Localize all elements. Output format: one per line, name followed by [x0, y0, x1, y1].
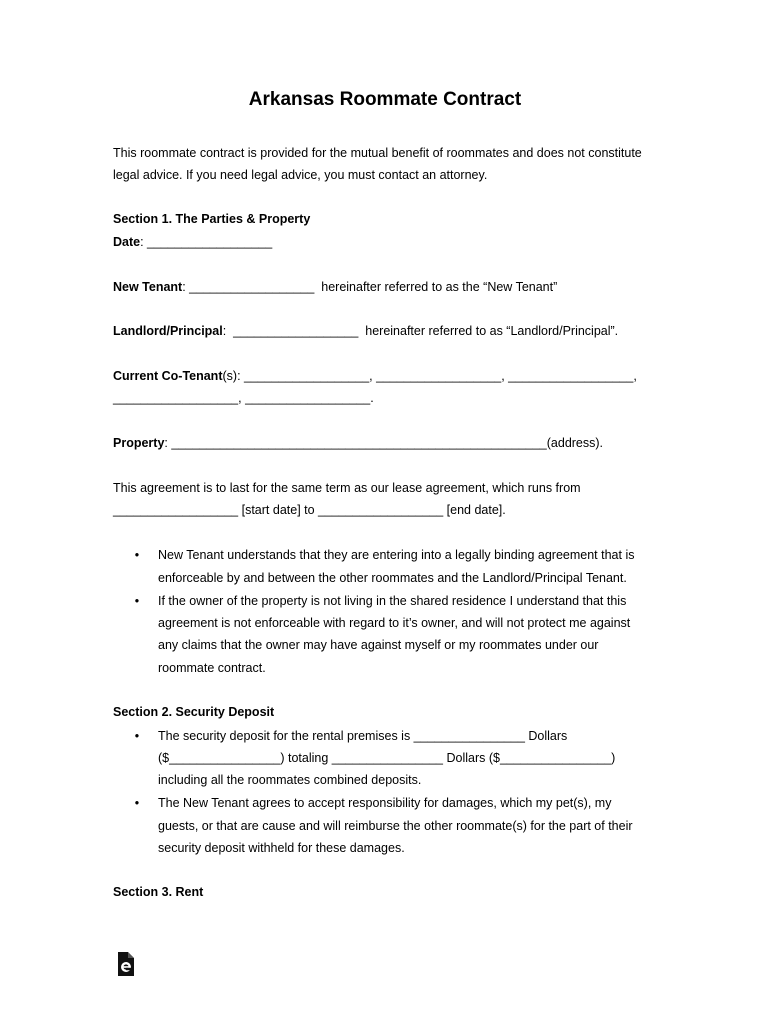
section-2-heading: Section 2. Security Deposit — [113, 705, 275, 719]
s2-bullet-1-line-3: including all the roommates combined deposits. — [158, 773, 422, 787]
new-tenant-label: New Tenant — [113, 280, 183, 294]
cotenant-blanks: (s): __________________, __________________, __________________, — [222, 369, 637, 383]
date-blank: : __________________ — [140, 235, 273, 249]
document-title: Arkansas Roommate Contract — [248, 89, 522, 110]
bullet-marker: • — [134, 548, 140, 562]
new-tenant-blank: : __________________ hereinafter referred to as the “New Tenant” — [182, 280, 558, 294]
landlord-label: Landlord/Principal — [113, 324, 223, 338]
property-label: Property — [113, 436, 165, 450]
s2-bullet-1-line-1: The security deposit for the rental premises is ________________ Dollars — [158, 729, 568, 743]
s2-bullet-2-line-1: The New Tenant agrees to accept responsibility for damages, which my pet(s), my — [158, 796, 612, 810]
cotenant-field — [113, 368, 637, 384]
term-line-2: __________________ [start date] to __________________ [end date]. — [113, 503, 506, 517]
landlord-field — [113, 323, 618, 339]
s1-bullet-2-line-1: If the owner of the property is not living in the shared residence I understand that this — [158, 594, 627, 608]
s1-bullet-1-line-1: New Tenant understands that they are entering into a legally binding agreement that is — [158, 548, 635, 562]
cotenant-blanks-line-2: __________________, __________________. — [113, 391, 374, 405]
s2-bullet-2-line-3: security deposit withheld for these damages. — [158, 841, 405, 855]
section-1-heading: Section 1. The Parties & Property — [113, 212, 311, 226]
date-field — [113, 234, 272, 250]
s2-bullet-2-line-2: guests, or that are cause and will reimburse the other roommate(s) for the part of their — [158, 819, 633, 833]
bullet-marker: • — [134, 729, 140, 743]
s1-bullet-2-line-4: roommate contract. — [158, 661, 266, 675]
property-field — [113, 435, 603, 451]
s2-bullet-1-line-2: ($________________) totaling ________________ Dollars ($________________) — [158, 751, 616, 765]
eforms-logo-icon — [117, 952, 135, 976]
section-3-heading: Section 3. Rent — [113, 885, 204, 899]
term-line-1: This agreement is to last for the same term as our lease agreement, which runs from — [113, 481, 581, 495]
s1-bullet-2-line-3: any claims that the owner may have against myself or my roommates under our — [158, 638, 599, 652]
property-blank: : ______________________________________________________(address). — [164, 436, 604, 450]
date-label: Date — [113, 235, 141, 249]
s1-bullet-2-line-2: agreement is not enforceable with regard to it’s owner, and will not protect me against — [158, 616, 631, 630]
intro-line-2: legal advice. If you need legal advice, you must contact an attorney. — [113, 168, 488, 182]
cotenant-label: Current Co-Tenant — [113, 369, 223, 383]
new-tenant-field — [113, 279, 557, 295]
intro-line-1: This roommate contract is provided for the mutual benefit of roommates and does not constitute — [113, 146, 642, 160]
bullet-marker: • — [134, 594, 140, 608]
landlord-blank: : __________________ hereinafter referred to as “Landlord/Principal”. — [222, 324, 619, 338]
s1-bullet-1-line-2: enforceable by and between the other roommates and the Landlord/Principal Tenant. — [158, 571, 627, 585]
bullet-marker: • — [134, 796, 140, 810]
